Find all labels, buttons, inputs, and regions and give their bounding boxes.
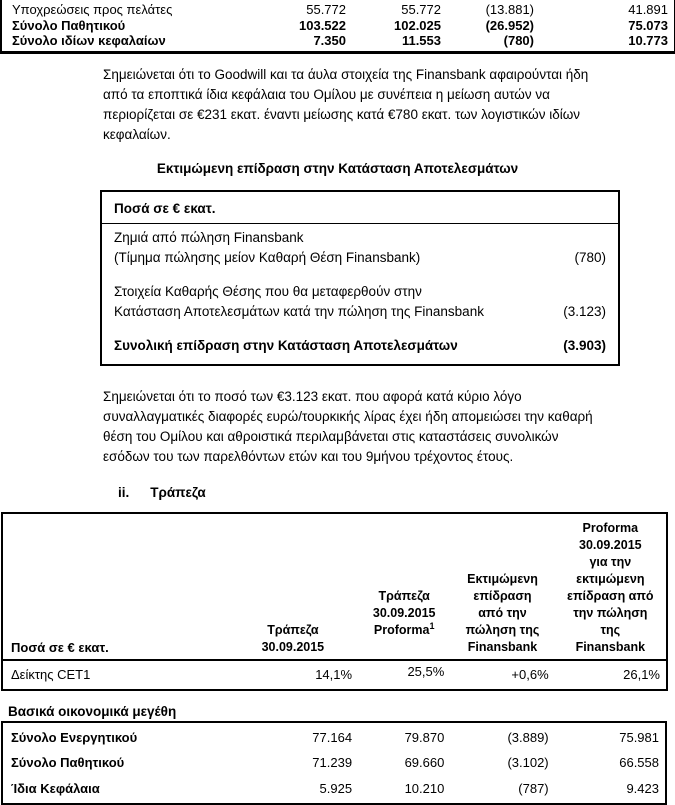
income-row-loss — [114, 228, 606, 268]
income-table-body — [102, 224, 618, 364]
cell-value: (3.889) — [450, 722, 554, 751]
column-header-amounts: Ποσά σε € εκατ. — [2, 513, 228, 660]
group-balance-table-fragment — [0, 0, 675, 54]
row-label: Σύνολο Παθητικού — [2, 750, 228, 776]
cell-value: 66.558 — [555, 750, 666, 776]
cell-value: 25,5% — [358, 660, 450, 690]
income-row-value: (780) — [574, 248, 606, 268]
cet1-row — [2, 660, 667, 690]
footnote-marker: 1 — [429, 620, 434, 630]
row-label: Ίδια Κεφάλαια — [2, 776, 228, 805]
section-title: Τράπεζα — [150, 485, 205, 500]
column-header-proforma-impact: Proforma 30.09.2015 για την εκτιμώμενη επίδραση από την πώληση της Finansbank — [555, 513, 667, 660]
row-label: Σύνολο Παθητικού — [1, 18, 252, 34]
income-total-value: (3.903) — [563, 336, 606, 356]
goodwill-paragraph: Σημειώνεται ότι το Goodwill και τα άυλα στοιχεία της Finansbank αφαιρούνται ήδη από τα εποπτικά ίδια κεφάλαια του Ομίλου με συνέπεια η μείωση αυτών να περιορίζεται σε €231 εκατ. έναντι μείωσης κατά €780 εκατ. των λογιστικών ιδίων κεφαλαίων. — [103, 65, 595, 145]
row-label: Δείκτης CET1 — [2, 660, 228, 690]
cell-value: 5.925 — [228, 776, 358, 805]
cell-value: (787) — [450, 776, 554, 805]
cell-value: 55.772 — [346, 0, 441, 18]
table-row — [2, 776, 666, 805]
cell-value: 41.891 — [534, 0, 675, 18]
income-row-value: (3.123) — [563, 302, 606, 322]
cell-value: 79.870 — [358, 722, 450, 751]
cell-value: 55.772 — [252, 0, 346, 18]
table-row — [1, 0, 675, 18]
cell-value: 7.350 — [252, 33, 346, 52]
cell-value: (780) — [441, 33, 534, 52]
section-heading-bank — [118, 484, 675, 501]
key-figures-table — [1, 721, 667, 805]
cell-value: 10.210 — [358, 776, 450, 805]
income-row-net-position — [114, 282, 606, 322]
cell-value: (26.952) — [441, 18, 534, 34]
column-header-bank: Τράπεζα 30.09.2015 — [228, 513, 358, 660]
cell-value: +0,6% — [450, 660, 554, 690]
bank-table-header-row — [2, 513, 667, 660]
column-header-sale-impact: Εκτιμώμενη επίδραση από την πώληση της Finansbank — [450, 513, 554, 660]
income-row-total — [114, 336, 606, 356]
cell-value: 9.423 — [555, 776, 666, 805]
cell-value: (13.881) — [441, 0, 534, 18]
table-row — [1, 33, 675, 52]
table-row — [2, 722, 666, 751]
income-total-label: Συνολική επίδραση στην Κατάσταση Αποτελεσμάτων — [114, 336, 458, 356]
income-table-header: Ποσά σε € εκατ. — [102, 192, 618, 224]
cell-value: 103.522 — [252, 18, 346, 34]
table-row — [1, 18, 675, 34]
cell-value: (3.102) — [450, 750, 554, 776]
column-header-bank-proforma: Τράπεζα 30.09.2015 Proforma$^1$ — [358, 513, 450, 660]
metrics-heading: Βασικά οικονομικά μεγέθη — [0, 703, 675, 720]
table-row — [2, 750, 666, 776]
row-label: Σύνολο Ενεργητικού — [2, 722, 228, 751]
cell-value: 14,1% — [228, 660, 358, 690]
income-row-line1: Ζημιά από πώληση Finansbank — [114, 228, 606, 248]
cell-value: 69.660 — [358, 750, 450, 776]
cell-value: 11.553 — [346, 33, 441, 52]
row-label: Σύνολο ιδίων κεφαλαίων — [1, 33, 252, 52]
income-statement-heading: Εκτιμώμενη επίδραση στην Κατάσταση Αποτελεσμάτων — [0, 159, 675, 179]
income-row-line2: Κατάσταση Αποτελεσμάτων κατά την πώληση της Finansbank — [114, 302, 484, 322]
cell-value: 71.239 — [228, 750, 358, 776]
cell-value: 77.164 — [228, 722, 358, 751]
income-row-line1: Στοιχεία Καθαρής Θέσης που θα μεταφερθούν στην — [114, 282, 606, 302]
cell-value: 10.773 — [534, 33, 675, 52]
row-label: Υποχρεώσεις προς πελάτες — [1, 0, 252, 18]
income-row-line2: (Τίμημα πώλησης μείον Καθαρή Θέση Finansbank) — [114, 248, 420, 268]
cell-value: 26,1% — [555, 660, 667, 690]
income-impact-table — [100, 190, 620, 366]
cell-value: 75.981 — [555, 722, 666, 751]
bank-cet1-table — [1, 512, 668, 691]
fx-paragraph: Σημειώνεται ότι το ποσό των €3.123 εκατ. που αφορά κατά κύριο λόγο συναλλαγματικές διαφορές ευρώ/τουρκικής λίρας έχει ήδη απομειώσει την καθαρή θέση του Ομίλου και αθροιστικά περιλαμβάνεται στις καταστάσεις συνολικών εσόδων του των παρελθόντων ετών και του 9μήνου τρέχοντος έτους. — [103, 387, 595, 467]
cell-value: 102.025 — [346, 18, 441, 34]
section-numeral: ii. — [118, 485, 129, 500]
cell-value: 75.073 — [534, 18, 675, 34]
